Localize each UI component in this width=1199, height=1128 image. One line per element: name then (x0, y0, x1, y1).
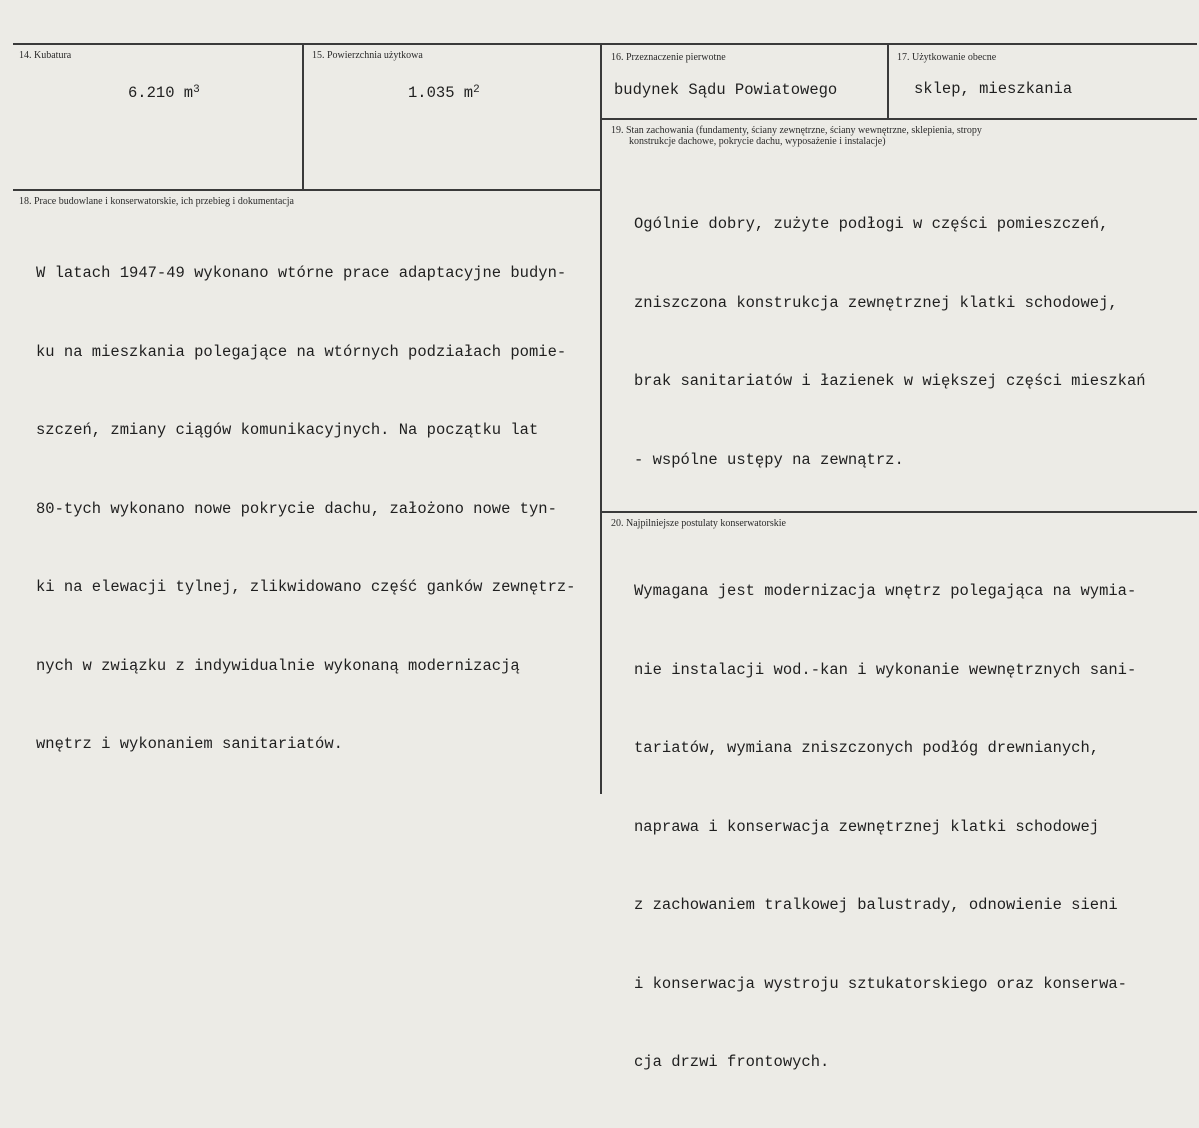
text-line: z zachowaniem tralkowej balustrady, odnowienie sieni (634, 896, 1118, 914)
text-line: 80-tych wykonano nowe pokrycie dachu, założono nowe tyn- (36, 499, 557, 518)
field-19-label-line2: konstrukcje dachowe, pokrycie dachu, wyposażenie i instalacje) (629, 136, 886, 147)
top-rule (13, 43, 1197, 45)
field-16-label: 16. Przeznaczenie pierwotne (611, 52, 726, 63)
text-line: i konserwacja wystroju sztukatorskiego oraz konserwa- (634, 974, 1127, 993)
text-line: zniszczona konstrukcja zewnętrznej klatki schodowej, (634, 293, 1118, 312)
divider-16-17 (887, 44, 889, 118)
cubature-value: 6.210 m (128, 84, 194, 102)
text-line: tariatów, wymiana zniszczonych podłóg drewnianych, (634, 739, 1100, 757)
text-line: ki na elewacji tylnej, zlikwidowano część ganków zewnętrz- (36, 578, 576, 596)
text-line: szczeń, zmiany ciągów komunikacyjnych. Na początku lat (36, 421, 539, 439)
rule-above-19 (601, 118, 1197, 120)
field-19-text (634, 159, 1146, 525)
rule-above-18 (13, 189, 601, 191)
field-16-value: budynek Sądu Powiatowego (614, 81, 838, 99)
text-line: wnętrz i wykonaniem sanitariatów. (36, 735, 343, 753)
field-20-text (634, 526, 1136, 1128)
text-line: brak sanitariatów i łazienek w większej części mieszkań (634, 372, 1146, 390)
field-20-label: 20. Najpilniejsze postulaty konserwatorskie (611, 518, 786, 529)
field-19-label-line1: 19. Stan zachowania (fundamenty, ściany zewnętrzne, ściany wewnętrzne, sklepienia, stropy (611, 125, 982, 136)
field-17-label: 17. Użytkowanie obecne (897, 52, 997, 63)
divider-14-15 (302, 44, 304, 189)
field-17-value: sklep, mieszkania (914, 80, 1073, 98)
text-line: W latach 1947-49 wykonano wtórne prace adaptacyjne budyn- (36, 264, 567, 282)
text-line: naprawa i konserwacja zewnętrznej klatki schodowej (634, 817, 1100, 836)
field-14-label: 14. Kubatura (19, 50, 72, 61)
text-line: cja drzwi frontowych. (634, 1053, 830, 1071)
area-unit-sup: 2 (473, 84, 480, 96)
field-18-text (36, 208, 576, 810)
text-line: nych w związku z indywidualnie wykonaną modernizacją (36, 656, 520, 675)
field-15-value (408, 80, 480, 106)
text-line: ku na mieszkania polegające na wtórnych podziałach pomie- (36, 342, 567, 361)
field-18-label: 18. Prace budowlane i konserwatorskie, ich przebieg i dokumentacja (19, 196, 294, 207)
text-line: nie instalacji wod.-kan i wykonanie wewnętrznych sani- (634, 660, 1137, 679)
field-14-value (128, 80, 200, 106)
cubature-unit-sup: 3 (193, 84, 200, 96)
text-line: - wspólne ustępy na zewnątrz. (634, 450, 904, 469)
divider-left-right (600, 44, 602, 794)
field-15-label: 15. Powierzchnia użytkowa (312, 50, 423, 61)
text-line: Ogólnie dobry, zużyte podłogi w części pomieszczeń, (634, 215, 1109, 233)
area-value: 1.035 m (408, 84, 474, 102)
text-line: Wymagana jest modernizacja wnętrz polegająca na wymia- (634, 582, 1137, 600)
